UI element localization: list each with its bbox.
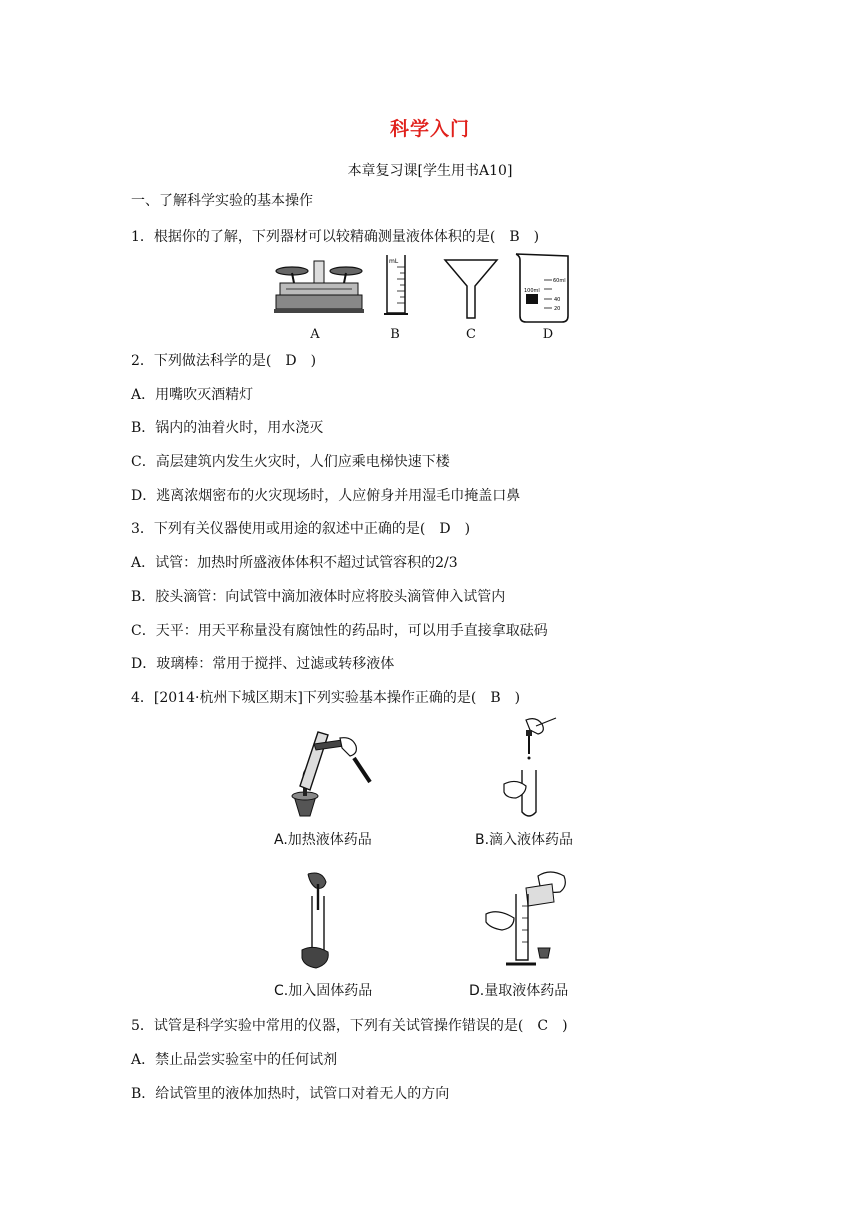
beaker-mark-20: 20 [554,306,561,312]
beaker-volume-label: 100ml [524,288,540,294]
beaker-mark-40: 40 [554,297,561,303]
q3-stem: 3．下列有关仪器使用或用途的叙述中正确的是( D ) [131,521,471,537]
q1-caption-d: D [542,327,554,342]
cylinder-unit-label: mL [389,258,399,265]
q2-option-a: A．用嘴吹灭酒精灯 [131,387,254,403]
q5-stem: 5．试管是科学实验中常用的仪器，下列有关试管操作错误的是( C ) [131,1018,568,1034]
q2-option-b: B．锅内的油着火时，用水浇灭 [131,420,324,436]
q5-option-a: A．禁止品尝实验室中的任何试剂 [131,1052,338,1068]
q4-stem: 4．[2014·杭州下城区期末]下列实验基本操作正确的是( B ) [131,690,521,706]
q3-option-a: A．试管：加热时所盛液体体积不超过试管容积的2/3 [131,555,458,571]
q4-caption-b: B.滴入液体药品 [475,832,574,848]
q1-caption-a: A [310,327,320,342]
beaker-illustration [514,252,572,324]
balance-scale-illustration [272,255,366,317]
q2-stem: 2．下列做法科学的是( D ) [131,353,317,369]
q2-option-c: C．高层建筑内发生火灾时，人们应乘电梯快速下楼 [131,454,450,470]
beaker-mark-60: 60ml [553,278,566,284]
q1-caption-b: B [390,327,400,342]
graduated-cylinder-illustration [383,253,409,319]
q4-caption-a: A.加热液体药品 [274,832,372,848]
page-title: 科学入门 [389,118,470,140]
q2-option-d: D．逃离浓烟密布的火灾现场时，人应俯身并用湿毛巾掩盖口鼻 [131,488,521,504]
q5-option-b: B．给试管里的液体加热时，试管口对着无人的方向 [131,1086,450,1102]
funnel-illustration [443,258,499,320]
adding-solid-illustration [294,870,350,974]
chapter-subtitle: 本章复习课[学生用书A10] [347,163,513,179]
measuring-liquid-illustration [478,866,582,974]
heating-liquid-illustration [270,724,380,822]
q4-caption-c: C.加入固体药品 [274,983,373,999]
q4-caption-d: D.量取液体药品 [469,983,569,999]
q1-stem: 1．根据你的了解，下列器材可以较精确测量液体体积的是( B ) [131,229,540,245]
q1-caption-c: C [466,327,476,342]
q3-option-c: C．天平：用天平称量没有腐蚀性的药品时，可以用手直接拿取砝码 [131,623,548,639]
q3-option-d: D．玻璃棒：常用于搅拌、过滤或转移液体 [131,656,395,672]
dropping-liquid-illustration [496,714,576,822]
section-heading: 一、了解科学实验的基本操作 [131,193,313,209]
q3-option-b: B．胶头滴管：向试管中滴加液体时应将胶头滴管伸入试管内 [131,589,506,605]
